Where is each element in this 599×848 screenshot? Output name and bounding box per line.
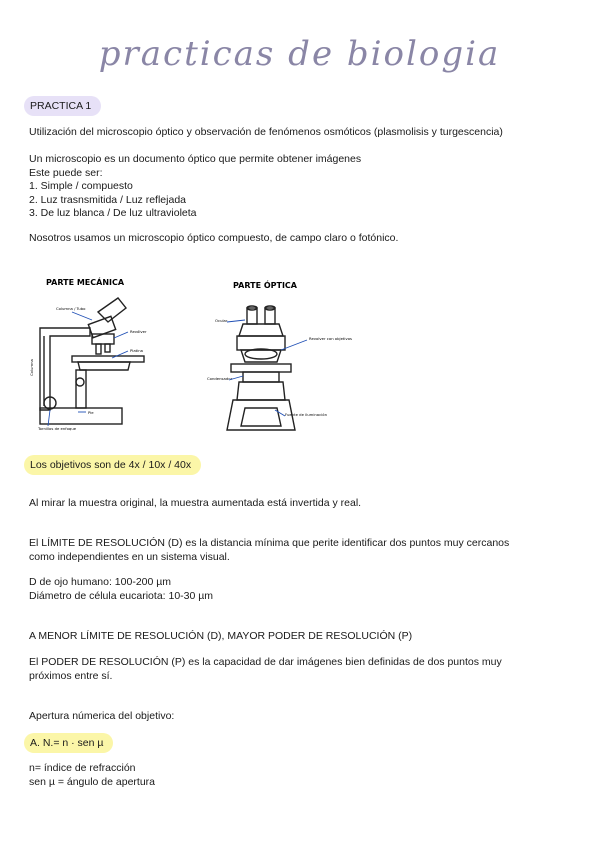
resolution-limit-definition <box>29 537 509 564</box>
optical-title: PARTE ÓPTICA <box>233 281 297 290</box>
svg-text:Revolver con objetivos: Revolver con objetivos <box>309 336 353 341</box>
optical-part-figure <box>205 270 353 440</box>
definition-line: 1. Simple / compuesto <box>29 180 133 192</box>
resolution-limit-line: como independientes en un sistema visual. <box>29 550 230 563</box>
intro-text: Utilización del microscopio óptico y observación de fenómenos osmóticos (plasmolisis y turgescencia) <box>29 126 503 138</box>
svg-text:Columna: Columna <box>29 359 34 376</box>
image-note: Al mirar la muestra original, la muestra aumentada está invertida y real. <box>29 497 362 509</box>
formula-highlight: A. N.= n · sen µ <box>24 733 113 753</box>
definition-line: Un microscopio es un documento óptico que permite obtener imágenes <box>29 153 362 165</box>
usage-text: Nosotros usamos un microscopio óptico compuesto, de campo claro o fotónico. <box>29 232 399 244</box>
svg-text:Fuente de iluminación: Fuente de iluminación <box>285 412 327 417</box>
value-line: D de ojo humano: 100-200 µm <box>29 576 172 588</box>
svg-text:Ocular: Ocular <box>215 318 228 323</box>
legend-line: n= índice de refracción <box>29 762 136 774</box>
resolving-power-definition <box>29 656 502 683</box>
svg-text:Revólver: Revólver <box>130 329 147 334</box>
microscope-mechanical-drawing <box>30 270 180 440</box>
definition-block <box>29 153 361 221</box>
legend-line: sen µ = ángulo de apertura <box>29 775 156 788</box>
svg-text:Tornillos de enfoque: Tornillos de enfoque <box>38 426 77 431</box>
section-badge: PRACTICA 1 <box>24 96 101 116</box>
values-block <box>29 576 213 603</box>
mechanical-part-figure <box>30 270 180 440</box>
svg-text:Condensador: Condensador <box>207 376 233 381</box>
microscope-optical-drawing <box>205 270 353 440</box>
resolving-power-line: El PODER DE RESOLUCIÓN (P) es la capacidad de dar imágenes bien definidas de dos puntos muy <box>29 656 502 668</box>
objectives-highlight: Los objetivos son de 4x / 10x / 40x <box>24 455 201 475</box>
svg-text:Columna / Tubo: Columna / Tubo <box>56 306 86 311</box>
definition-line: Este puede ser: <box>29 166 103 179</box>
aperture-heading: Apertura númerica del objetivo: <box>29 710 175 722</box>
formula-legend <box>29 762 155 789</box>
resolution-rule: A MENOR LÍMITE DE RESOLUCIÓN (D), MAYOR PODER DE RESOLUCIÓN (P) <box>29 630 413 642</box>
value-line: Diámetro de célula eucariota: 10-30 µm <box>29 589 214 602</box>
resolution-limit-line: El LÍMITE DE RESOLUCIÓN (D) es la distancia mínima que perite identificar dos puntos muy cercanos <box>29 537 510 549</box>
svg-text:Pie: Pie <box>88 410 94 415</box>
page-title: practicas de biologia <box>98 34 501 74</box>
definition-line: 2. Luz trasnsmitida / Luz reflejada <box>29 193 186 206</box>
mechanical-title: PARTE MECÁNICA <box>46 278 125 287</box>
svg-text:Platina: Platina <box>130 348 143 353</box>
definition-line: 3. De luz blanca / De luz ultravioleta <box>29 207 197 219</box>
resolving-power-line: próximos entre sí. <box>29 669 113 682</box>
